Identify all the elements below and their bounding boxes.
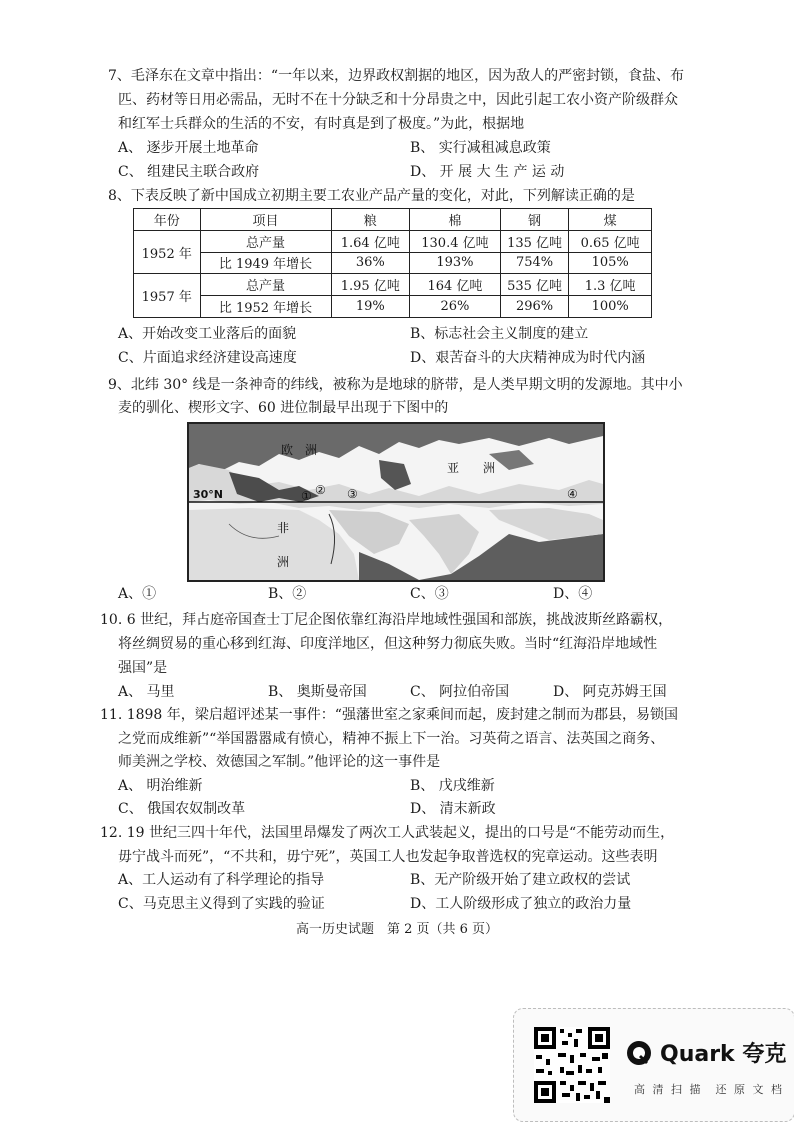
table-cell: 比 1952 年增长 xyxy=(200,296,331,318)
q8-option-c: C、片面追求经济建设高速度 xyxy=(118,350,297,366)
table-header: 钢 xyxy=(500,209,569,231)
indian-ocean-west xyxy=(359,552,419,580)
quark-slogan: 高 清 扫 描 还 原 文 档 xyxy=(634,1083,784,1096)
table-cell: 总产量 xyxy=(200,274,331,296)
table-cell: 1.3 亿吨 xyxy=(569,274,652,296)
q9-line-2: 麦的驯化、楔形文字、60 进位制最早出现于下图中的 xyxy=(118,400,449,416)
table-cell: 0.65 亿吨 xyxy=(569,230,652,252)
q11-line-3: 师美洲之学校、效德国之军制。”他评论的这一事件是 xyxy=(118,754,441,770)
africa-land xyxy=(189,508,359,580)
table-cell: 1.95 亿吨 xyxy=(331,274,410,296)
world-map-30n xyxy=(187,422,605,582)
table-cell-year: 1957 年 xyxy=(134,274,201,318)
q7-option-d: D、 开 展 大 生 产 运 动 xyxy=(410,164,565,180)
table-cell: 164 亿吨 xyxy=(410,274,501,296)
europe-label: 欧 洲 xyxy=(281,443,318,457)
africa-label-2: 洲 xyxy=(277,555,290,569)
q11-option-d: D、 清末新政 xyxy=(410,801,496,817)
africa-label-1: 非 xyxy=(277,521,290,535)
q8-option-b: B、标志社会主义制度的建立 xyxy=(410,326,589,342)
q10-line-2: 将丝绸贸易的重心移到红海、印度洋地区，但这种努力彻底失败。当时“红海沿岸地域性 xyxy=(118,636,658,652)
table-header: 粮 xyxy=(331,209,410,231)
q8-option-a: A、开始改变工业落后的面貌 xyxy=(118,326,297,342)
q8-option-d: D、艰苦奋斗的大庆精神成为时代内涵 xyxy=(410,350,646,366)
q11-option-c: C、 俄国农奴制改革 xyxy=(118,801,246,817)
table-cell: 535 亿吨 xyxy=(500,274,569,296)
table-cell: 总产量 xyxy=(200,230,331,252)
quark-brand xyxy=(626,1037,786,1068)
q12-line-2: 毋宁战斗而死”，“不共和，毋宁死”，英国工人也发起争取普选权的宪章运动。这些表明 xyxy=(118,849,658,865)
q10-option-b: B、 奥斯曼帝国 xyxy=(268,684,367,700)
table-row xyxy=(134,230,652,252)
q12-option-b: B、无产阶级开始了建立政权的尝试 xyxy=(410,872,631,888)
q10-option-a: A、 马里 xyxy=(118,684,175,700)
table-header: 年份 xyxy=(134,209,201,231)
q11-option-b: B、 戊戌维新 xyxy=(410,778,495,794)
q7-option-b: B、 实行减租减息政策 xyxy=(410,140,551,156)
table-header: 棉 xyxy=(410,209,501,231)
map-graphic xyxy=(189,424,603,580)
q7-line-2: 匹、药材等日用必需品，无时不在十分缺乏和十分昂贵之中，因此引起工农小资产阶级群众 xyxy=(118,92,678,108)
qr-code[interactable] xyxy=(534,1027,610,1103)
table-cell: 26% xyxy=(410,296,501,318)
q9-option-a: A、① xyxy=(118,586,157,602)
q11-line-1: 11. 1898 年，梁启超评述某一事件：“强藩世室之家乘间而起，废封建之制而为郡县，易锁国 xyxy=(100,707,678,723)
table-cell: 105% xyxy=(569,252,652,274)
q7-option-a: A、 逐步开展土地革命 xyxy=(118,140,259,156)
q11-line-2: 之党而成维新”“举国嚣嚣咸有愤心，精神不振上下一治。习英荷之语言、法英国之商务、 xyxy=(118,731,665,747)
table-cell: 36% xyxy=(331,252,410,274)
q7-option-c: C、 组建民主联合政府 xyxy=(118,164,260,180)
latitude-label: 30°N xyxy=(193,488,224,501)
q10-option-d: D、 阿克苏姆王国 xyxy=(553,684,667,700)
table-header-row xyxy=(134,209,652,231)
table-row xyxy=(134,296,652,318)
quark-watermark xyxy=(513,1008,794,1122)
east-asia-land xyxy=(489,508,603,540)
q12-option-d: D、工人阶级形成了独立的政治力量 xyxy=(410,896,632,912)
table-header: 煤 xyxy=(569,209,652,231)
marker-1: ① xyxy=(301,489,312,503)
quark-brand-text: Quark 夸克 xyxy=(660,1042,787,1067)
marker-4: ④ xyxy=(567,487,578,501)
caspian-sea xyxy=(379,460,411,490)
q7-line-1: 7、毛泽东在文章中指出：“一年以来，边界政权割据的地区，因为敌人的严密封锁，食盐、布 xyxy=(108,68,685,84)
q12-option-c: C、马克思主义得到了实践的验证 xyxy=(118,896,325,912)
q9-option-b: B、② xyxy=(268,586,307,602)
table-header: 项目 xyxy=(200,209,331,231)
q8-data-table xyxy=(133,208,652,318)
q9-option-c: C、③ xyxy=(410,586,449,602)
q7-line-3: 和红军士兵群众的生活的不安，有时真是到了极度。”为此，根据地 xyxy=(118,116,525,132)
q10-option-c: C、 阿拉伯帝国 xyxy=(410,684,510,700)
table-cell: 100% xyxy=(569,296,652,318)
table-cell: 1.64 亿吨 xyxy=(331,230,410,252)
table-cell: 130.4 亿吨 xyxy=(410,230,501,252)
table-row xyxy=(134,252,652,274)
table-cell: 754% xyxy=(500,252,569,274)
q9-option-d: D、④ xyxy=(553,586,593,602)
q12-option-a: A、工人运动有了科学理论的指导 xyxy=(118,872,325,888)
table-cell: 296% xyxy=(500,296,569,318)
marker-3: ③ xyxy=(347,487,358,501)
q12-line-1: 12. 19 世纪三四十年代，法国里昂爆发了两次工人武装起义，提出的口号是“不能劳动而生， xyxy=(100,825,675,841)
q10-line-3: 强国”是 xyxy=(118,660,168,676)
q9-line-1: 9、北纬 30° 线是一条神奇的纬线，被称为是地球的脐带，是人类早期文明的发源地。其中小 xyxy=(108,377,683,393)
table-cell: 135 亿吨 xyxy=(500,230,569,252)
q10-line-1: 10. 6 世纪，拜占庭帝国查士丁尼企图依靠红海沿岸地域性强国和部族，挑战波斯丝路霸权， xyxy=(100,612,673,628)
table-cell: 比 1949 年增长 xyxy=(200,252,331,274)
table-cell-year: 1952 年 xyxy=(134,230,201,274)
asia-label: 亚 洲 xyxy=(447,461,496,475)
lake-shape xyxy=(489,450,534,470)
q8-stem: 8、下表反映了新中国成立初期主要工农业产品产量的变化，对此，下列解读正确的是 xyxy=(108,188,635,204)
page-footer: 高一历史试题 第 2 页（共 6 页） xyxy=(295,922,499,937)
quark-logo-icon xyxy=(626,1040,652,1066)
q11-option-a: A、 明治维新 xyxy=(118,778,203,794)
table-cell: 193% xyxy=(410,252,501,274)
marker-2: ② xyxy=(315,483,326,497)
table-cell: 19% xyxy=(331,296,410,318)
table-row xyxy=(134,274,652,296)
